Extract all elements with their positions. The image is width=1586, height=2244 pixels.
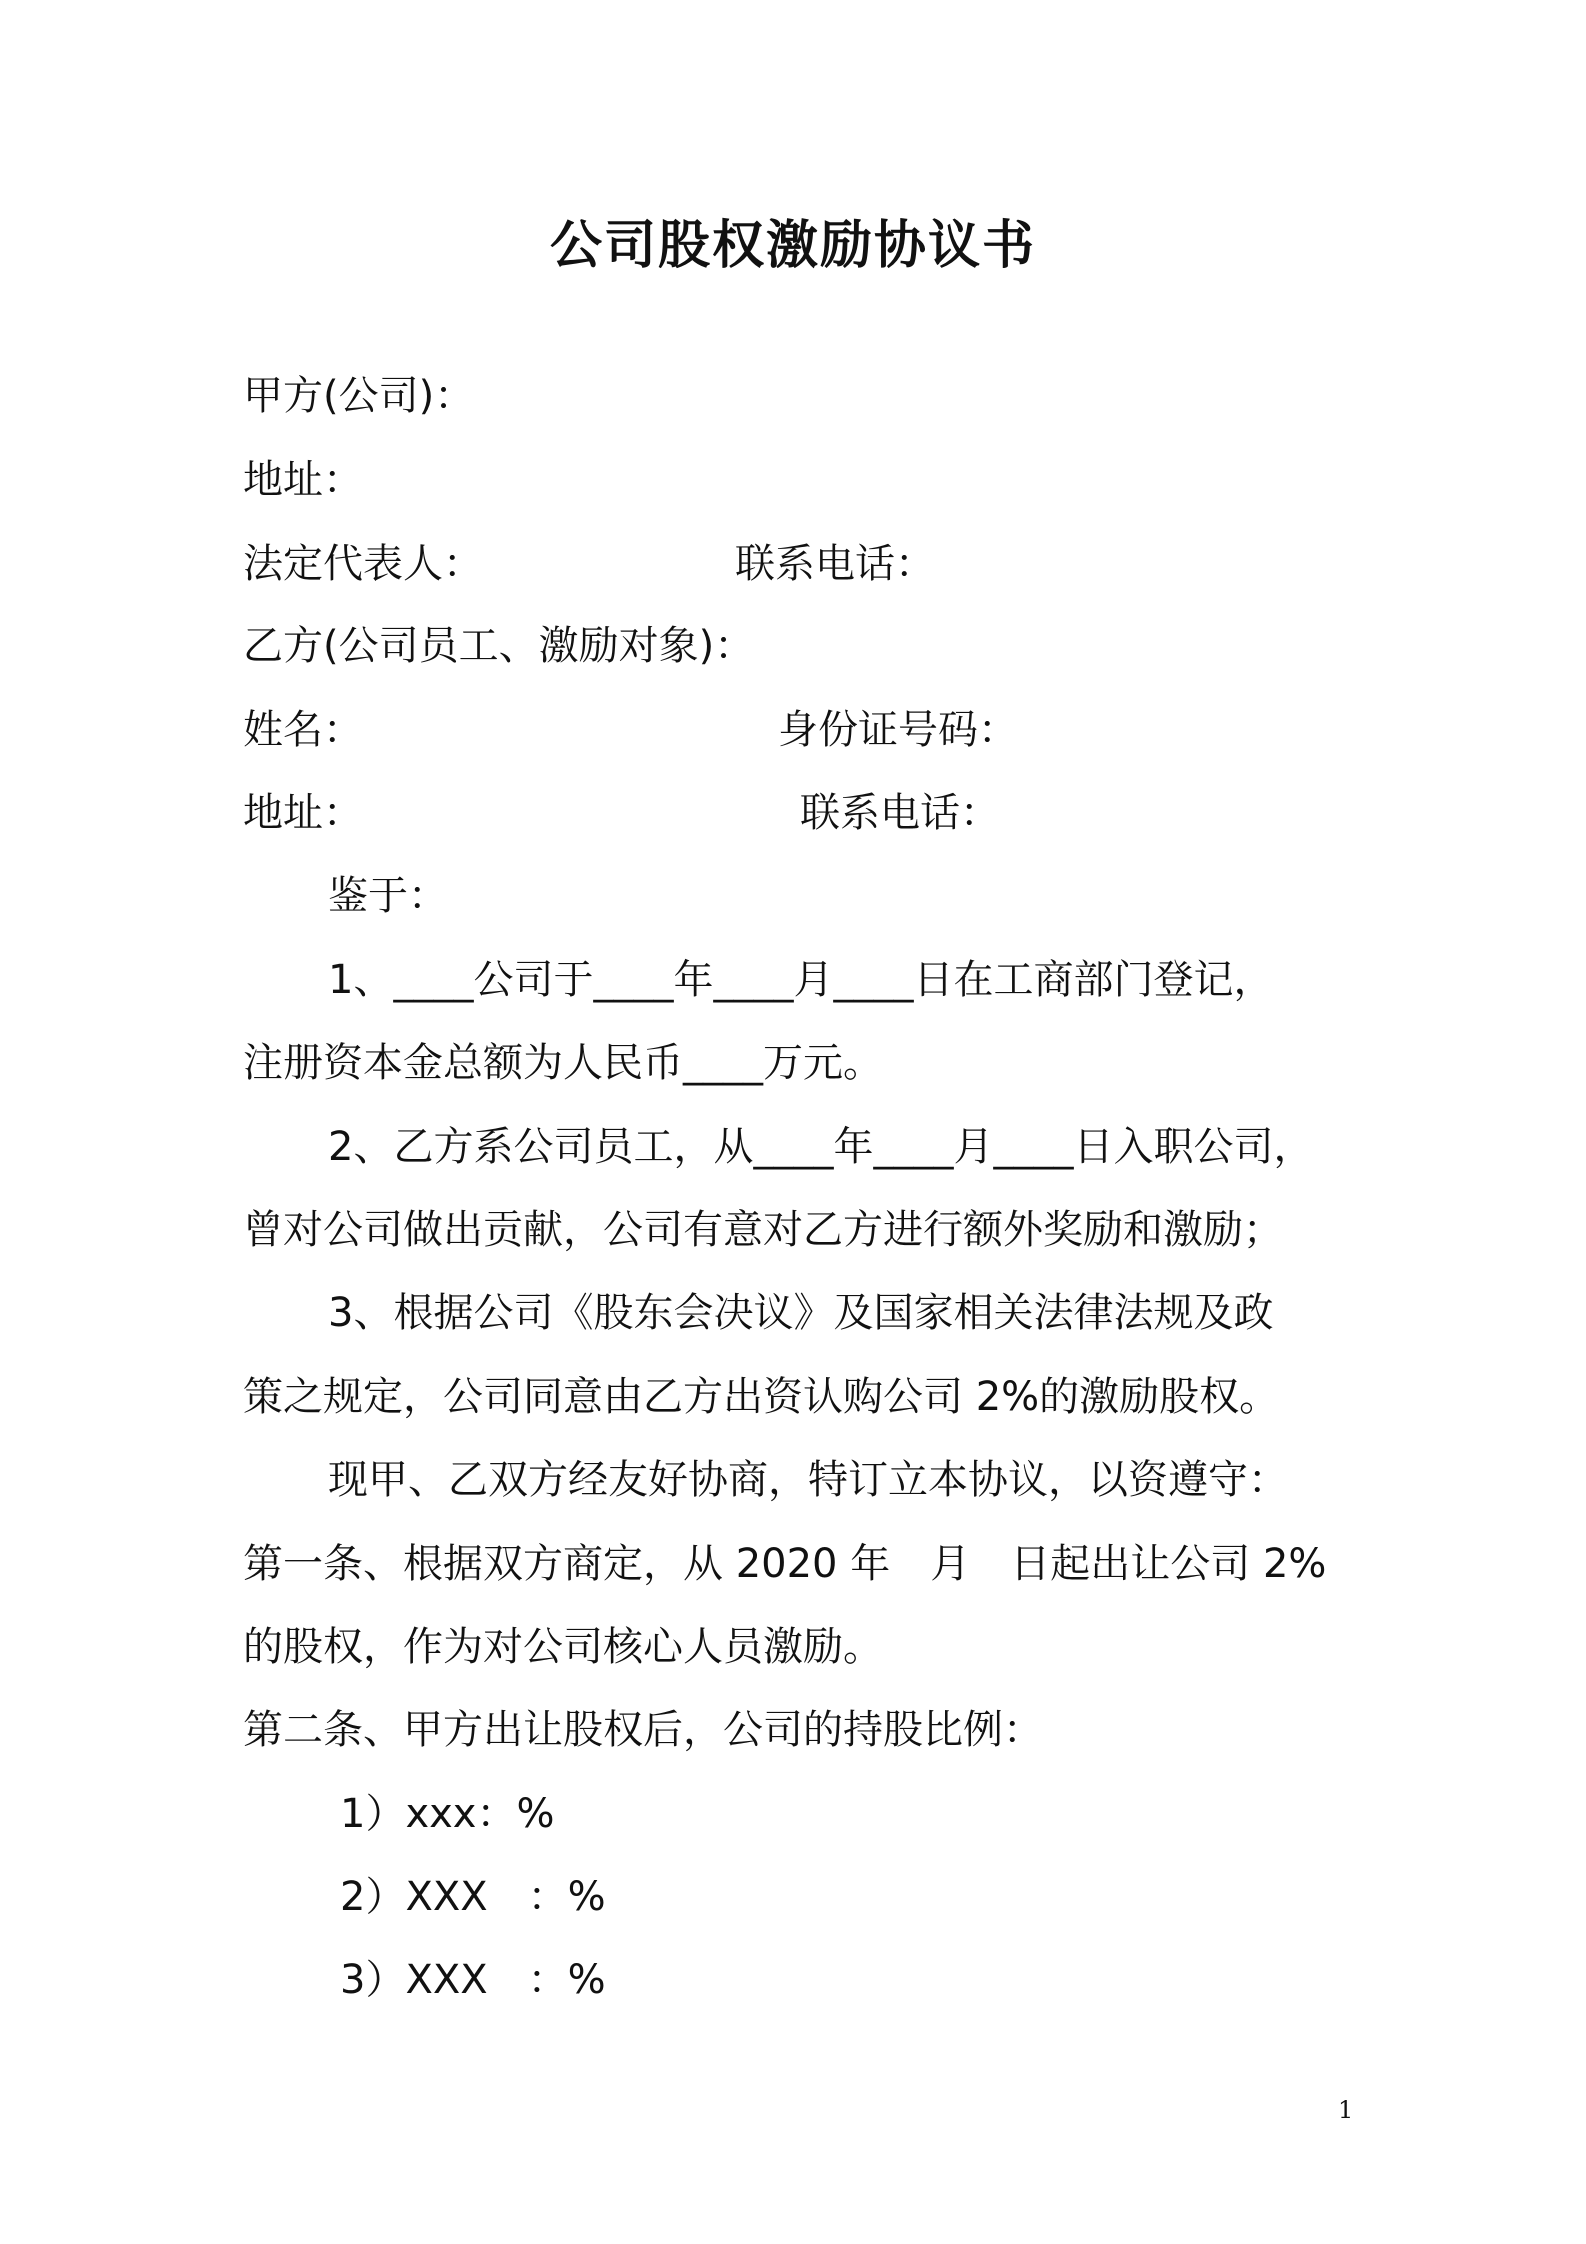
clause-1-line-1: 1、____公司于____年____月____日在工商部门登记， [328,957,1274,1003]
document-title: 公司股权激励协议书 [549,216,1036,276]
holding-item: 2）XXX ：% [340,1874,606,1920]
clause-2-line-2: 曾对公司做出贡献，公司有意对乙方进行额外奖励和激励； [243,1207,1283,1253]
party-a-address-label: 地址： [243,457,363,503]
clause-2-line-1: 2、乙方系公司员工，从____年____月____日入职公司， [328,1124,1314,1170]
holding-item: 1）xxx：% [340,1791,555,1837]
party-a-phone-label: 联系电话： [735,541,935,587]
agreement-intro: 现甲、乙双方经友好协商，特订立本协议，以资遵守： [328,1457,1288,1503]
party-b-name-label: 姓名： [243,707,363,753]
holding-item: 3）XXX ：% [340,1957,606,2003]
article-2: 第二条、甲方出让股权后，公司的持股比例： [243,1707,1043,1753]
party-b-id-label: 身份证号码： [778,707,1018,753]
party-a-legal-rep-label: 法定代表人： [243,541,483,587]
clause-1-line-2: 注册资本金总额为人民币____万元。 [243,1040,883,1086]
article-1-line-2: 的股权，作为对公司核心人员激励。 [243,1624,883,1670]
whereas-heading: 鉴于： [328,873,448,919]
page-number: 1 [1338,2096,1354,2124]
party-b-address-label: 地址： [243,790,363,836]
clause-3-line-1: 3、根据公司《股东会决议》及国家相关法律法规及政 [328,1290,1274,1336]
party-b-label: 乙方(公司员工、激励对象)： [243,623,755,669]
article-1-line-1: 第一条、根据双方商定，从 2020 年 月 日起出让公司 2% [243,1541,1327,1587]
party-a-label: 甲方(公司)： [243,373,475,419]
party-b-phone-label: 联系电话： [800,790,1000,836]
clause-3-line-2: 策之规定，公司同意由乙方出资认购公司 2%的激励股权。 [243,1374,1280,1420]
